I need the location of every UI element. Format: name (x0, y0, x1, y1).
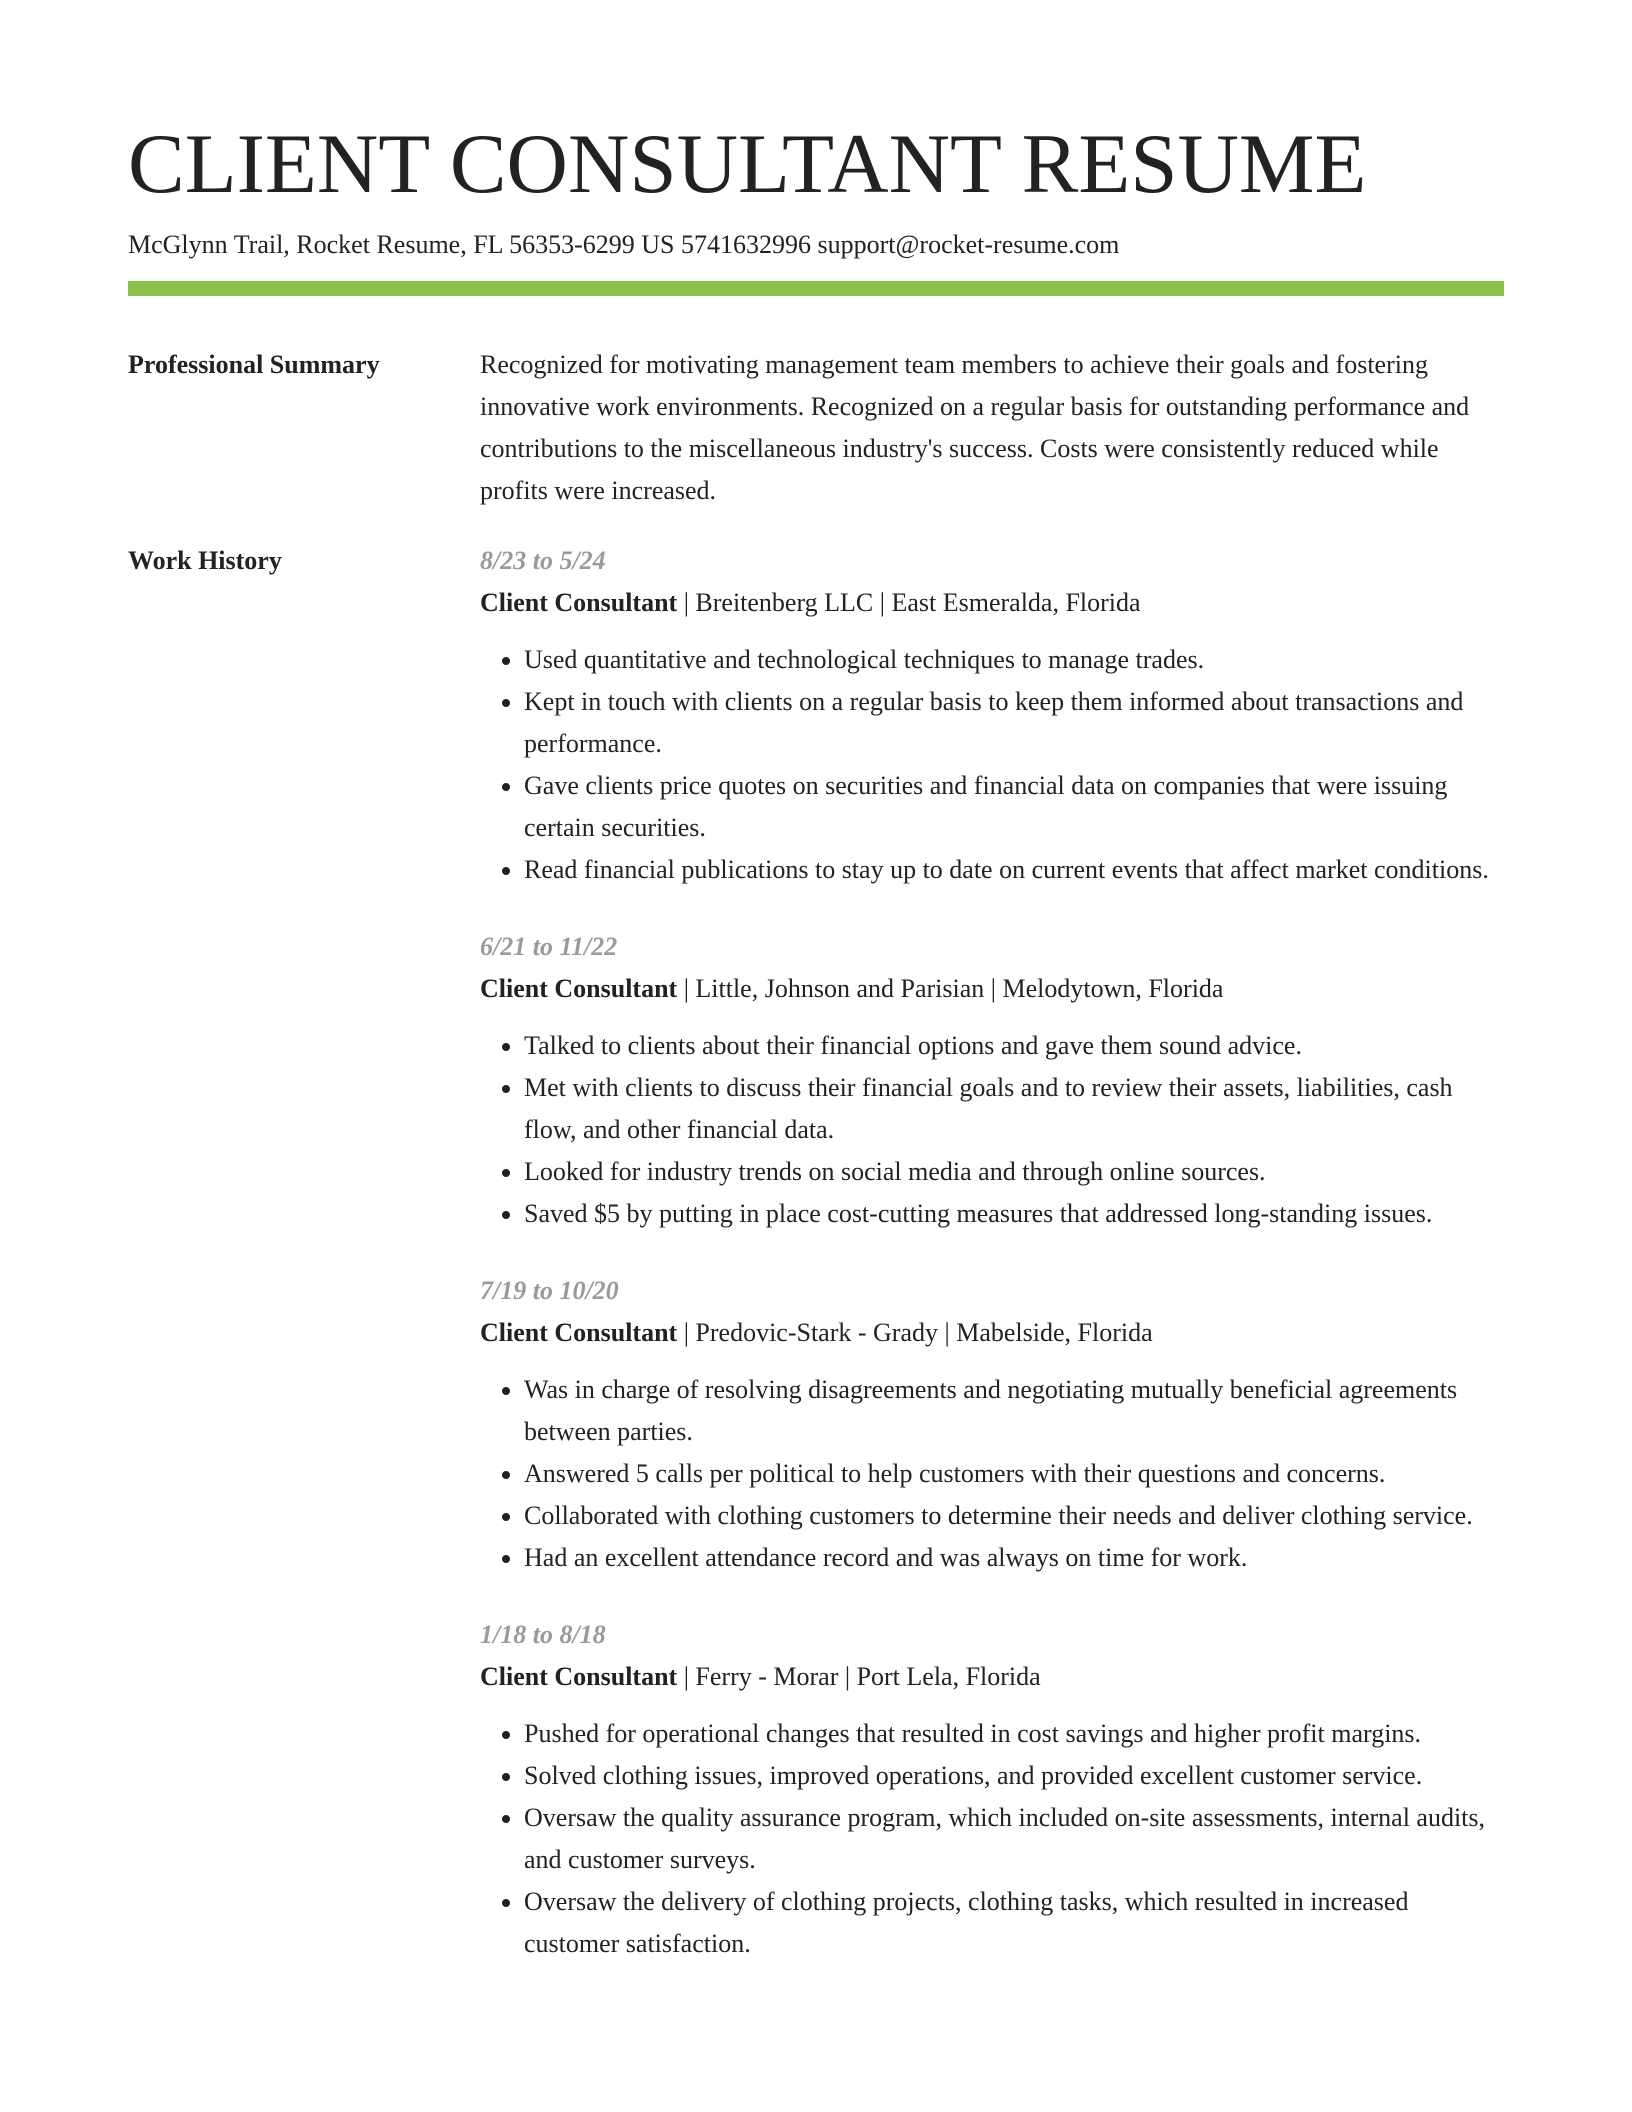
job-employer-location: | Ferry - Morar | Port Lela, Florida (677, 1662, 1041, 1692)
job-bullet: • Saved $5 by putting in place cost-cutting measures that addressed long-standing issues. (524, 1193, 1504, 1235)
section-label-work: Work History (128, 546, 282, 576)
job-dates: 6/21 to 11/22 (480, 932, 618, 962)
job-title: Client Consultant (480, 588, 678, 618)
job-bullet: • Answered 5 calls per political to help customers with their questions and concerns. (524, 1453, 1504, 1495)
job-bullet: • Pushed for operational changes that resulted in cost savings and higher profit margins. (524, 1713, 1504, 1755)
resume-title: CLIENT CONSULTANT RESUME (128, 117, 1367, 211)
job-bullet: • Oversaw the quality assurance program, which included on-site assessments, internal audits, and customer surveys. (524, 1797, 1504, 1881)
job-bullet-list (480, 1713, 1504, 1965)
job-bullet: • Oversaw the delivery of clothing projects, clothing tasks, which resulted in increased customer satisfaction. (524, 1881, 1504, 1965)
job-bullet: • Met with clients to discuss their financial goals and to review their assets, liabilities, cash flow, and other financial data. (524, 1067, 1504, 1151)
job-bullet: • Had an excellent attendance record and was always on time for work. (524, 1537, 1504, 1579)
job-dates: 1/18 to 8/18 (480, 1620, 606, 1650)
accent-divider (128, 281, 1504, 296)
job-bullet: • Collaborated with clothing customers to determine their needs and deliver clothing service. (524, 1495, 1504, 1537)
job-employer-location: | Predovic-Stark - Grady | Mabelside, Florida (677, 1318, 1153, 1348)
job-bullet: • Talked to clients about their financial options and gave them sound advice. (524, 1025, 1504, 1067)
job-entry (480, 926, 1504, 1235)
job-title-line (480, 1656, 1504, 1698)
resume-page (128, 0, 1504, 2000)
work-history-body (480, 540, 1504, 2000)
job-entry (480, 1614, 1504, 1965)
job-entry (480, 540, 1504, 891)
job-bullet: • Was in charge of resolving disagreements and negotiating mutually beneficial agreements between parties. (524, 1369, 1504, 1453)
job-entry (480, 1270, 1504, 1579)
professional-summary-section (128, 344, 1504, 512)
job-dates: 8/23 to 5/24 (480, 546, 606, 576)
job-title-line (480, 582, 1504, 624)
job-dates: 7/19 to 10/20 (480, 1276, 619, 1306)
work-history-section (128, 540, 1504, 2000)
summary-text: Recognized for motivating management team members to achieve their goals and fostering innovative work environments. Recognized on a regular basis for outstanding performance and contributions to the miscellaneous industry's success. Costs were consistently reduced while profits were increased. (480, 350, 1470, 506)
job-bullet: • Gave clients price quotes on securities and financial data on companies that were issuing certain securities. (524, 765, 1504, 849)
summary-body (480, 344, 1504, 512)
job-bullet: • Kept in touch with clients on a regular basis to keep them informed about transactions and performance. (524, 681, 1504, 765)
job-title: Client Consultant (480, 1662, 678, 1692)
job-title-line (480, 968, 1504, 1010)
job-bullet: • Read financial publications to stay up to date on current events that affect market conditions. (524, 849, 1504, 891)
job-bullet: • Looked for industry trends on social media and through online sources. (524, 1151, 1504, 1193)
job-bullet: • Solved clothing issues, improved operations, and provided excellent customer service. (524, 1755, 1504, 1797)
job-bullet-list (480, 1369, 1504, 1579)
job-title: Client Consultant (480, 974, 678, 1004)
job-title-line (480, 1312, 1504, 1354)
job-bullet-list (480, 1025, 1504, 1235)
job-employer-location: | Little, Johnson and Parisian | Melodytown, Florida (677, 974, 1224, 1004)
job-bullet-list (480, 639, 1504, 891)
section-label-summary: Professional Summary (128, 350, 380, 380)
contact-line: McGlynn Trail, Rocket Resume, FL 56353-6299 US 5741632996 support@rocket-resume.com (128, 230, 1120, 260)
job-employer-location: | Breitenberg LLC | East Esmeralda, Florida (677, 588, 1141, 618)
job-title: Client Consultant (480, 1318, 678, 1348)
job-bullet: • Used quantitative and technological techniques to manage trades. (524, 639, 1504, 681)
